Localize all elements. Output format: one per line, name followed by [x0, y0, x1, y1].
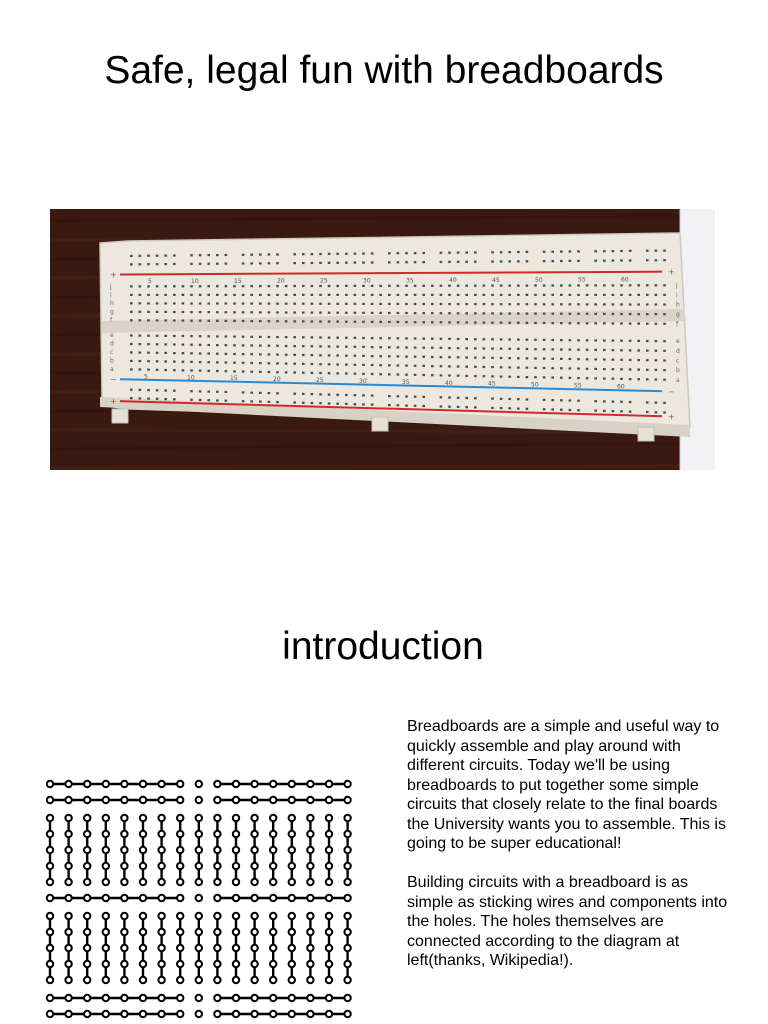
rail-sign: − [110, 374, 117, 384]
breadboard-connection-diagram [38, 772, 368, 1024]
rail-sign: + [110, 270, 117, 280]
row-letter-right: d [676, 347, 680, 355]
row-letter-right: h [676, 301, 680, 309]
column-number-bottom: 40 [445, 379, 453, 387]
column-number-bottom: 10 [187, 374, 195, 382]
column-number-bottom: 35 [402, 378, 410, 386]
row-letter-right: b [676, 367, 680, 375]
column-number-bottom: 25 [316, 377, 324, 385]
rail-sign: + [110, 396, 117, 406]
column-number-top: 45 [492, 276, 500, 284]
rail-sign: + [668, 412, 675, 422]
row-letter-left: g [110, 308, 114, 316]
column-number-top: 25 [320, 277, 328, 285]
column-number-bottom: 50 [531, 381, 539, 389]
column-number-top: 50 [535, 276, 543, 284]
row-letter-left: i [110, 291, 112, 299]
column-number-top: 55 [578, 276, 586, 284]
intro-text [407, 717, 737, 971]
rail-sign: − [668, 387, 675, 397]
breadboard-photo [50, 209, 715, 470]
column-number-bottom: 55 [574, 382, 582, 390]
row-letter-right: e [676, 338, 680, 346]
row-letter-right: a [676, 376, 680, 384]
column-number-top: 60 [621, 276, 629, 284]
row-letter-right: j [676, 282, 678, 290]
intro-paragraph-2: Building circuits with a breadboard is as simple as sticking wires and components into the holes. The holes themselves are connected according to the diagram at left(thanks, Wikipedia!). [407, 874, 728, 969]
row-letter-right: g [676, 311, 680, 319]
section-title: introduction [282, 625, 484, 668]
column-number-bottom: 30 [359, 377, 367, 385]
column-number-top: 20 [277, 277, 285, 285]
rail-sign: + [668, 267, 675, 277]
slide-title: Safe, legal fun with breadboards [104, 49, 664, 92]
row-letter-left: f [110, 317, 113, 325]
row-letter-left: e [110, 332, 114, 340]
column-number-bottom: 45 [488, 380, 496, 388]
column-number-bottom: 15 [230, 375, 238, 383]
row-letter-left: d [110, 340, 114, 348]
column-number-top: 15 [234, 277, 242, 285]
column-number-top: 40 [449, 277, 457, 285]
column-number-top: 35 [406, 277, 414, 285]
column-number-top: 10 [191, 278, 199, 286]
intro-paragraph-1: Breadboards are a simple and useful way to quickly assemble and play around with different circuits. Today we'll be using breadboards to put together some simple circuits that closely relate to the final boards the University wants you to assemble. This is going to be super educational! [407, 718, 726, 852]
column-number-bottom: 5 [144, 373, 148, 381]
row-letter-left: b [110, 357, 114, 365]
column-number-bottom: 60 [617, 383, 625, 391]
row-letter-right: c [676, 357, 680, 365]
row-letter-right: f [676, 320, 679, 328]
row-letter-left: h [110, 300, 114, 308]
column-number-top: 5 [148, 278, 152, 286]
row-letter-left: a [110, 365, 114, 373]
column-number-top: 30 [363, 277, 371, 285]
column-number-bottom: 20 [273, 376, 281, 384]
row-letter-left: j [110, 283, 112, 291]
row-letter-right: i [676, 291, 678, 299]
row-letter-left: c [110, 349, 114, 357]
